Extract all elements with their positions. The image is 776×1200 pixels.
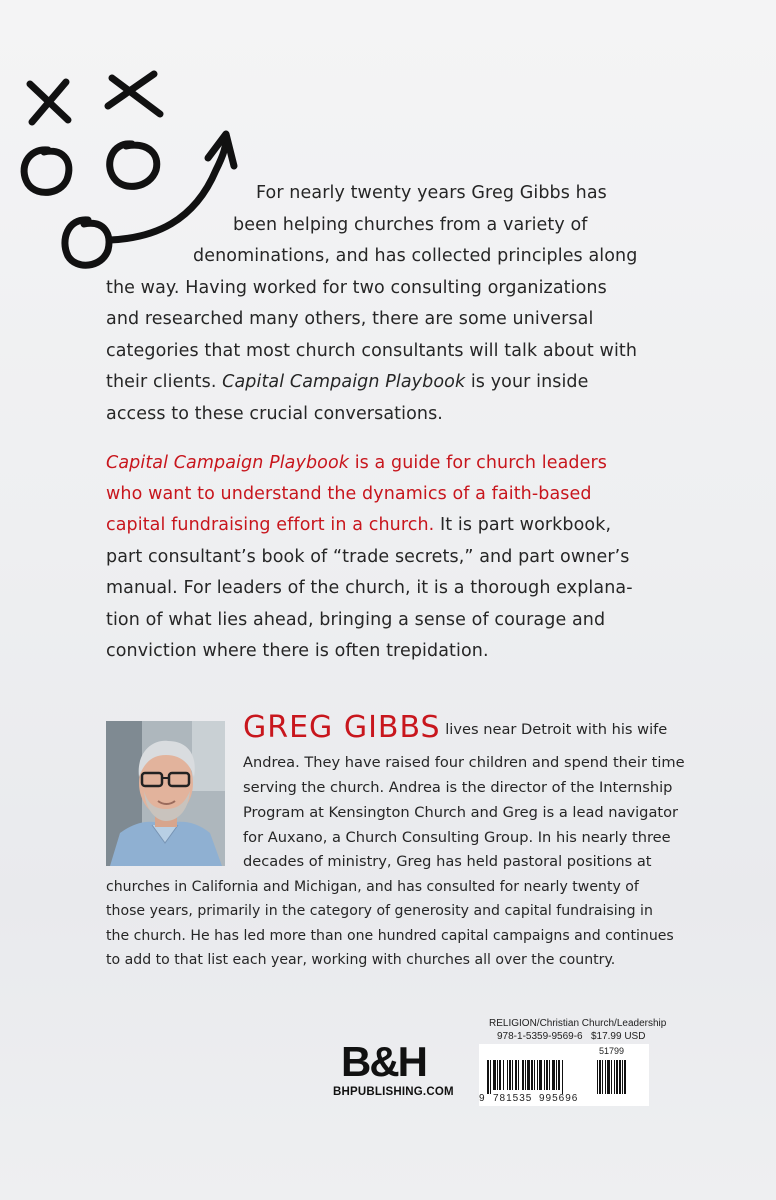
text-line	[243, 710, 668, 756]
barcode-area	[479, 1013, 667, 1108]
author-name: GREG GIBBS	[243, 710, 441, 745]
barcode-bar	[527, 1060, 530, 1090]
barcode-bar	[497, 1060, 498, 1090]
text-line: decades of ministry, Greg has held pastoral positions at	[243, 853, 652, 870]
text-line: manual. For leaders of the church, it is a thorough explana-	[106, 578, 633, 598]
text-segment: lives near Detroit with his wife	[445, 721, 668, 738]
barcode-addon-bar	[616, 1060, 618, 1094]
text-line: Andrea. They have raised four children and spend their time	[243, 754, 685, 771]
isbn-number: 978-1-5359-9569-6	[497, 1031, 583, 1042]
barcode-bar	[556, 1060, 557, 1090]
barcode-bar	[499, 1060, 501, 1090]
barcode-addon-bar	[602, 1060, 603, 1094]
text-line: Program at Kensington Church and Greg is a lead navigator	[243, 804, 679, 821]
text-line: been helping churches from a variety of	[233, 215, 588, 235]
text-line: who want to understand the dynamics of a faith-based	[106, 484, 592, 504]
text-line: for Auxano, a Church Consulting Group. In his nearly three	[243, 829, 671, 846]
barcode-bar	[552, 1060, 555, 1090]
play-o-mark	[65, 220, 109, 265]
barcode-bar	[534, 1060, 535, 1090]
book-title-italic: Capital Campaign Playbook	[106, 453, 350, 473]
barcode-bar	[503, 1060, 504, 1090]
isbn-text	[497, 1031, 645, 1042]
barcode-bar	[558, 1060, 560, 1090]
barcode-bar	[518, 1060, 519, 1090]
barcode-bar	[525, 1060, 526, 1090]
barcode-digits-group2: 995696	[539, 1093, 579, 1104]
text-line: to add to that list each year, working with churches all over the country.	[106, 952, 616, 968]
text-line: the church. He has led more than one hundred capital campaigns and continues	[106, 928, 674, 944]
text-line: conviction where there is often trepidation.	[106, 641, 489, 661]
barcode-bar	[522, 1060, 524, 1090]
barcode-bar	[546, 1060, 548, 1090]
text-segment: is your inside	[465, 372, 589, 392]
text-line: those years, primarily in the category of generosity and capital fundraising in	[106, 903, 653, 919]
barcode-addon-bar	[607, 1060, 610, 1094]
text-line: part consultant’s book of “trade secrets,” and part owner’s	[106, 547, 630, 567]
barcode-addon-bar	[597, 1060, 598, 1094]
text-line	[106, 510, 611, 541]
price-code: 51799	[599, 1046, 625, 1056]
barcode-bar	[509, 1060, 511, 1090]
barcode-addon-bar	[624, 1060, 626, 1094]
barcode-bar	[512, 1060, 513, 1090]
publisher-url: BHPUBLISHING.COM	[333, 1086, 454, 1098]
text-segment: their clients.	[106, 372, 223, 392]
book-title-italic: Capital Campaign Playbook	[222, 372, 466, 392]
barcode-bar	[544, 1060, 545, 1090]
barcode-addon-bar	[614, 1060, 615, 1094]
text-segment-red: capital fundraising effort in a church.	[106, 515, 435, 535]
barcode-bar	[531, 1060, 533, 1090]
text-line: For nearly twenty years Greg Gibbs has	[256, 183, 607, 203]
text-segment: is a guide for church leaders	[349, 453, 607, 473]
barcode-bar	[490, 1060, 491, 1094]
text-line	[106, 448, 607, 479]
bh-logo-mark: B&H	[341, 1038, 426, 1085]
text-line	[106, 367, 589, 398]
barcode-addon-bar	[605, 1060, 606, 1094]
barcode-bar	[562, 1060, 563, 1094]
barcode-addon-bar	[611, 1060, 612, 1094]
play-x-mark	[108, 74, 160, 114]
publisher-logo	[333, 1038, 454, 1108]
text-line: categories that most church consultants will talk about with	[106, 341, 638, 361]
price-text: $17.99 USD	[590, 1031, 646, 1042]
author-portrait	[106, 721, 225, 866]
bisac-category: RELIGION/Christian Church/Leadership	[489, 1018, 667, 1029]
text-line: serving the church. Andrea is the director of the Internship	[243, 779, 673, 796]
barcode-digits-group1: 781535	[493, 1093, 533, 1104]
barcode-bar	[487, 1060, 489, 1094]
barcode-bar	[549, 1060, 550, 1090]
text-line: the way. Having worked for two consulting organizations	[106, 278, 607, 298]
barcode-bar	[537, 1060, 538, 1090]
play-o-mark	[110, 144, 157, 187]
barcode-bar	[539, 1060, 542, 1090]
text-segment: It is part workbook,	[434, 515, 612, 535]
text-line: tion of what lies ahead, bringing a sense of courage and	[106, 610, 606, 630]
text-line: access to these crucial conversations.	[106, 404, 443, 424]
barcode-digit-lead: 9	[479, 1093, 485, 1104]
text-line: churches in California and Michigan, and has consulted for nearly twenty of	[106, 879, 639, 895]
barcode-bar	[515, 1060, 517, 1090]
text-line: and researched many others, there are some universal	[106, 309, 594, 329]
text-line: denominations, and has collected principles along	[193, 246, 638, 266]
barcode-bar	[507, 1060, 508, 1090]
barcode-addon-bar	[619, 1060, 621, 1094]
barcode-addon-bar	[622, 1060, 623, 1094]
barcode-bar	[493, 1060, 496, 1090]
barcode-addon-bar	[599, 1060, 601, 1094]
play-x-mark	[30, 82, 68, 122]
play-o-mark	[24, 150, 69, 193]
